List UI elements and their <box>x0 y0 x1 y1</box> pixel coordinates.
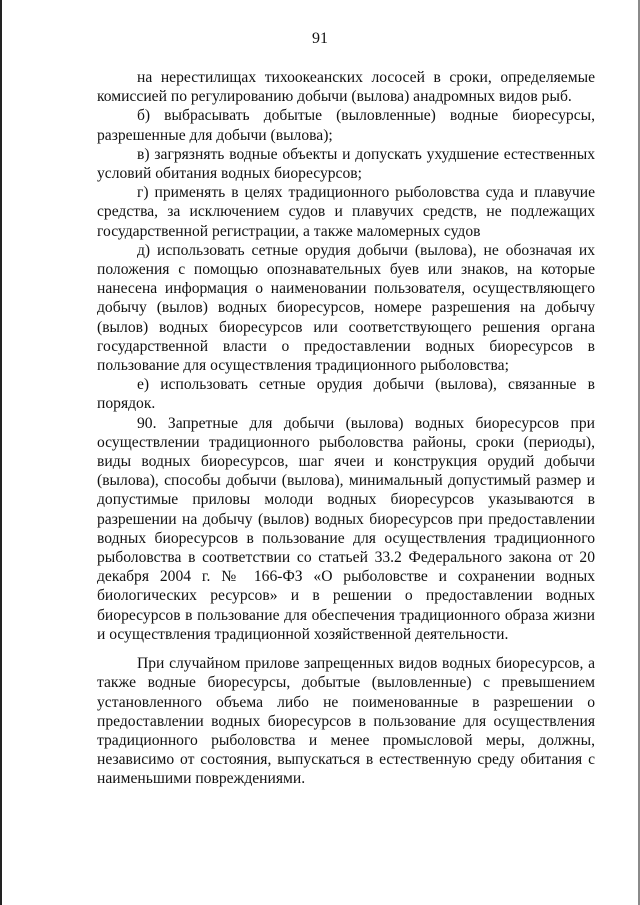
paragraph-item-d: д) использовать сетные орудия добычи (вылова), не обозначая их положения с помощью опознавательных буев или знаков, на которые нанесена информация о наименовании пользователя, осуществляющего добычу (вылов) водных биоресурсов, номере разрешения на добычу (вылов) водных биоресурсов или соответствующего решения органа государственной власти о предоставлении водных биоресурсов в пользование для осуществления традиционного рыболовства; <box>97 241 595 375</box>
paragraph-section-90: 90. Запретные для добычи (вылова) водных биоресурсов при осуществлении традиционного рыболовства районы, сроки (периоды), виды водных биоресурсов, шаг ячеи и конструкция орудий добычи (вылова), способы добычи (вылова), минимальный допустимый размер и допустимые приловы молоди водных биоресурсов указываются в разрешении на добычу (вылов) водных биоресурсов при предоставлении водных биоресурсов в пользование для осуществления традиционного рыболовства в соответствии со статьей 33.2 Федерального закона от 20 декабря 2004 г. № 166-ФЗ «О рыболовстве и сохранении водных биологических ресурсов» и в решении о предоставлении водных биоресурсов в пользование для обеспечения традиционного образа жизни и осуществления традиционной хозяйственной деятельности. <box>97 414 595 643</box>
paragraph-item-g: г) применять в целях традиционного рыболовства суда и плавучие средства, за исключением судов и плавучих средств, не подлежащих государственной регистрации, а также маломерных судов <box>97 184 595 240</box>
paragraph-item-v: в) загрязнять водные объекты и допускать ухудшение естественных условий обитания водных биоресурсов; <box>97 145 595 183</box>
paragraph-continuation: на нерестилищах тихоокеанских лососей в сроки, определяемые комиссией по регулированию добычи (вылова) анадромных видов рыб. <box>97 69 595 106</box>
paragraph-item-b: б) выбрасывать добытые (выловленные) водные биоресурсы, разрешенные для добычи (вылова); <box>97 107 595 144</box>
paragraph-item-e: е) использовать сетные орудия добычи (вылова), связанные в порядок. <box>97 376 595 413</box>
page-number: 91 <box>312 30 328 47</box>
document-body <box>97 68 595 789</box>
paragraph-bycatch: При случайном прилове запрещенных видов водных биоресурсов, а также водные биоресурсы, добытые (выловленные) с превышением установленного объема либо не поименованные в разрешении о предоставлении водных биоресурсов в пользование для осуществления традиционного рыболовства и менее промысловой меры, должны, независимо от состояния, выпускаться в естественную среду обитания с наименьшими повреждениями. <box>97 655 595 788</box>
